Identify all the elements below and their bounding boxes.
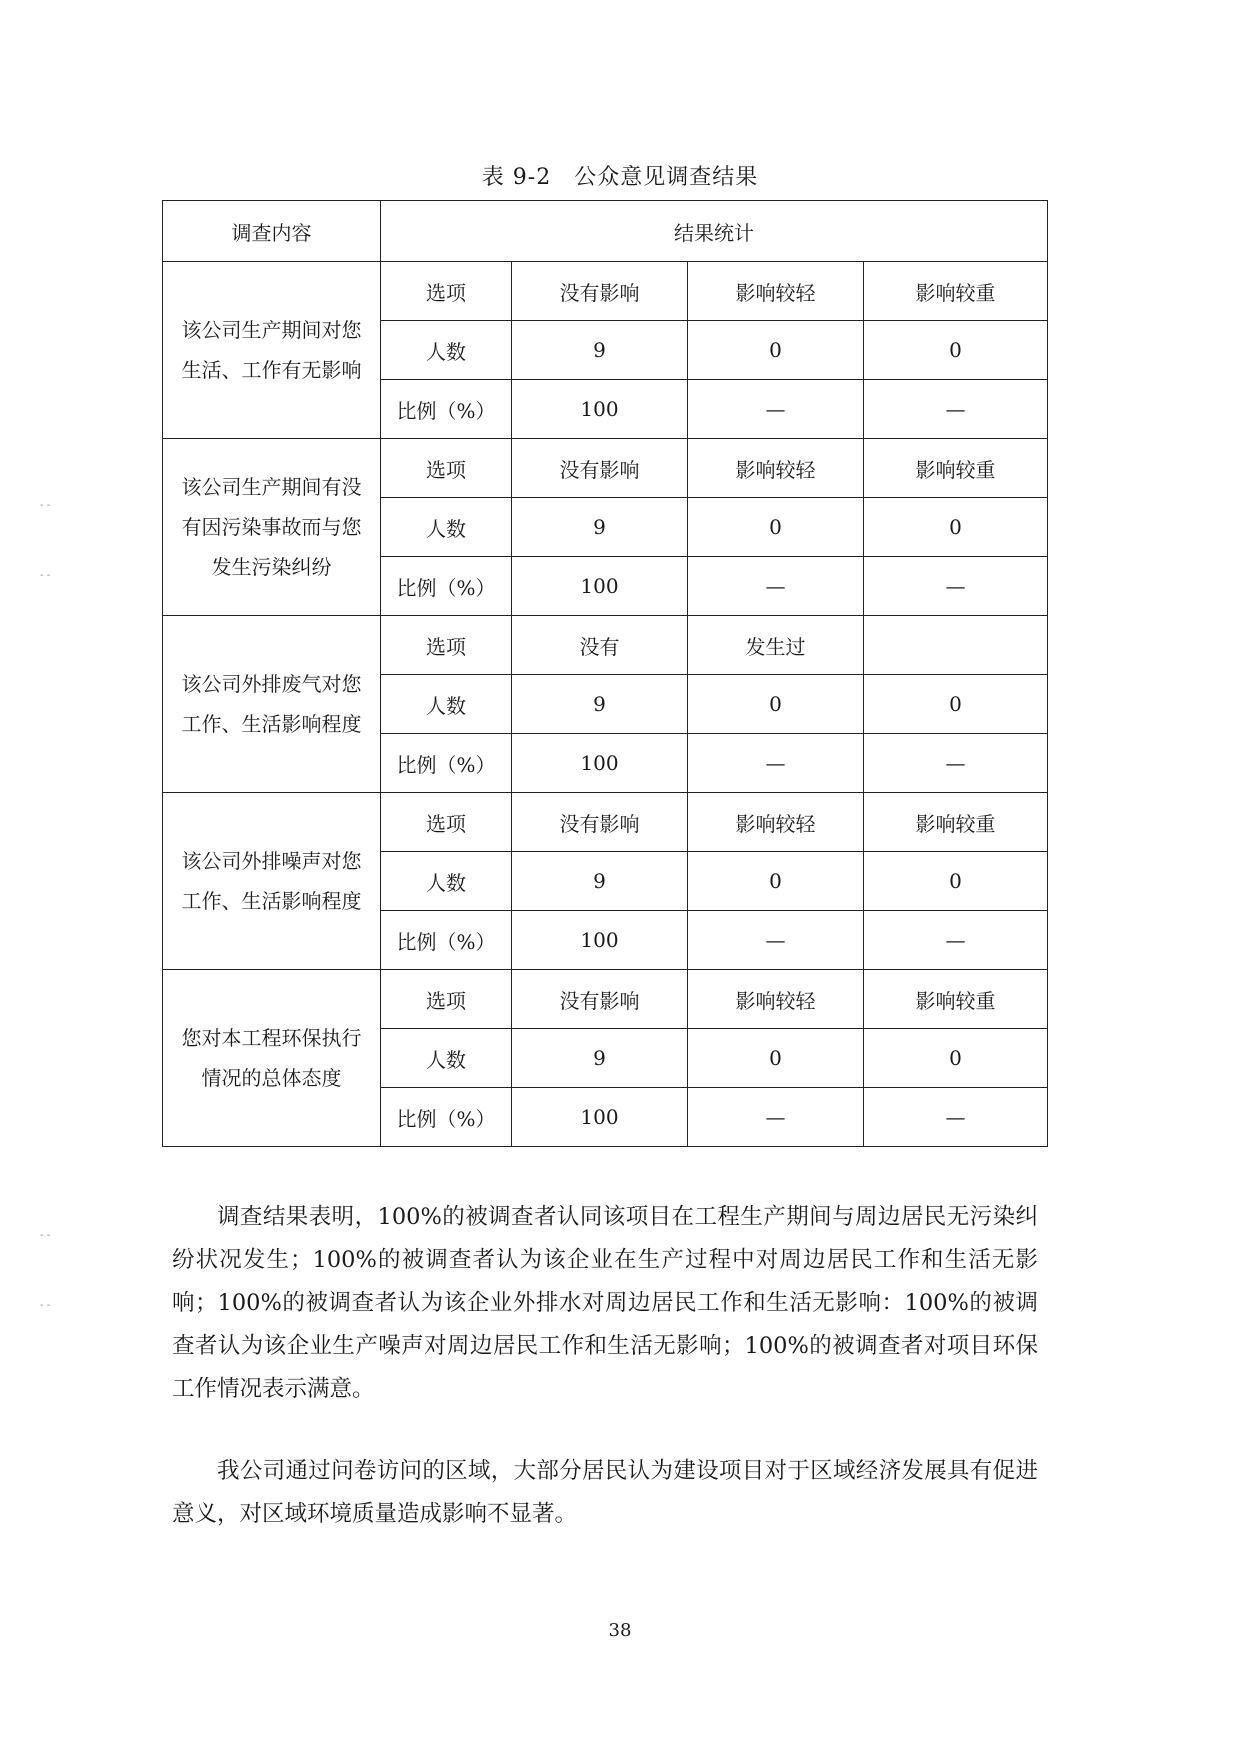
survey-topic-line: 该公司生产期间有没 (181, 475, 362, 499)
survey-topic-line: 该公司生产期间对您 (181, 318, 362, 342)
row-label: 选项 (381, 970, 512, 1029)
result-cell: 影响较轻 (688, 793, 864, 852)
scan-speck: - - (40, 570, 51, 581)
survey-topic-line: 工作、生活影响程度 (181, 712, 362, 736)
survey-topic-line: 该公司外排废气对您 (181, 672, 362, 696)
result-cell: 9 (512, 675, 688, 734)
region-paragraph: 我公司通过问卷访问的区域，大部分居民认为建设项目对于区域经济发展具有促进意义，对区域环境质量造成影响不显著。 (172, 1458, 1038, 1527)
row-label: 人数 (381, 675, 512, 734)
row-label: 选项 (381, 262, 512, 321)
table-header-row (163, 201, 1048, 262)
row-label: 人数 (381, 852, 512, 911)
result-cell: — (864, 380, 1048, 439)
table-row (163, 793, 1048, 852)
result-cell: 影响较重 (864, 439, 1048, 498)
survey-results-table (162, 200, 1048, 1147)
table-row (163, 970, 1048, 1029)
result-cell: 100 (512, 380, 688, 439)
result-cell: — (688, 557, 864, 616)
result-cell: — (688, 734, 864, 793)
survey-topic-line: 您对本工程环保执行 (181, 1026, 362, 1050)
result-cell: 0 (688, 852, 864, 911)
survey-topic (163, 439, 381, 616)
survey-topic-line: 发生污染纠纷 (211, 555, 332, 579)
result-cell: 100 (512, 557, 688, 616)
page-number: 38 (608, 1620, 632, 1641)
result-cell: 0 (864, 321, 1048, 380)
row-label: 选项 (381, 439, 512, 498)
survey-topic-line: 有因污染事故而与您 (181, 515, 362, 539)
result-cell: 发生过 (688, 616, 864, 675)
survey-topic-line: 生活、工作有无影响 (181, 358, 362, 382)
row-label: 人数 (381, 1029, 512, 1088)
header-result: 结果统计 (381, 201, 1048, 262)
result-cell: 没有影响 (512, 439, 688, 498)
result-cell: — (688, 380, 864, 439)
result-cell: 0 (864, 852, 1048, 911)
result-cell: 没有 (512, 616, 688, 675)
result-cell: 0 (864, 1029, 1048, 1088)
table-caption: 表 9-2 公众意见调查结果 (481, 165, 759, 190)
row-label: 比例（%） (381, 1088, 512, 1147)
header-topic: 调查内容 (163, 201, 381, 262)
table-row (163, 262, 1048, 321)
result-cell: 100 (512, 1088, 688, 1147)
row-label: 选项 (381, 793, 512, 852)
result-cell: 0 (864, 498, 1048, 557)
result-cell: — (864, 911, 1048, 970)
result-cell: 没有影响 (512, 262, 688, 321)
result-cell: 9 (512, 321, 688, 380)
survey-topic (163, 793, 381, 970)
result-cell: 0 (688, 321, 864, 380)
result-cell: 9 (512, 1029, 688, 1088)
row-label: 比例（%） (381, 911, 512, 970)
result-cell: — (688, 1088, 864, 1147)
result-cell: — (688, 911, 864, 970)
survey-topic-line: 工作、生活影响程度 (181, 889, 362, 913)
result-cell: 没有影响 (512, 970, 688, 1029)
table-row (163, 616, 1048, 675)
scan-speck: - - (40, 1300, 51, 1311)
result-cell: 0 (688, 498, 864, 557)
row-label: 人数 (381, 498, 512, 557)
row-label: 人数 (381, 321, 512, 380)
result-cell: 影响较轻 (688, 262, 864, 321)
conclusion-paragraph: 调查结果表明，100%的被调查者认同该项目在工程生产期间与周边居民无污染纠纷状况发生；100%的被调查者认为该企业在生产过程中对周边居民工作和生活无影响；100%的被调查者认为该企业外排水对周边居民工作和生活无影响：100%的被调查者认为该企业生产噪声对周边居民工作和生活无影响；100%的被调查者对项目环保工作情况表示满意。 (172, 1204, 1038, 1402)
row-label: 比例（%） (381, 380, 512, 439)
result-cell: 0 (688, 675, 864, 734)
result-cell: 0 (864, 675, 1048, 734)
table-row (163, 439, 1048, 498)
result-cell: 影响较重 (864, 970, 1048, 1029)
result-cell: 100 (512, 911, 688, 970)
result-cell: 影响较重 (864, 262, 1048, 321)
row-label: 比例（%） (381, 557, 512, 616)
survey-topic (163, 262, 381, 439)
row-label: 选项 (381, 616, 512, 675)
result-cell: 影响较轻 (688, 970, 864, 1029)
survey-topic (163, 616, 381, 793)
survey-topic-line: 该公司外排噪声对您 (181, 849, 362, 873)
result-cell (864, 616, 1048, 675)
result-cell: — (864, 557, 1048, 616)
survey-topic-line: 情况的总体态度 (201, 1066, 342, 1090)
result-cell: 100 (512, 734, 688, 793)
row-label: 比例（%） (381, 734, 512, 793)
survey-topic (163, 970, 381, 1147)
result-cell: 影响较轻 (688, 439, 864, 498)
result-cell: 0 (688, 1029, 864, 1088)
result-cell: 9 (512, 852, 688, 911)
result-cell: 影响较重 (864, 793, 1048, 852)
result-cell: — (864, 1088, 1048, 1147)
result-cell: 9 (512, 498, 688, 557)
scan-speck: - - (40, 500, 51, 511)
scan-speck: - - (40, 1230, 51, 1241)
result-cell: 没有影响 (512, 793, 688, 852)
result-cell: — (864, 734, 1048, 793)
